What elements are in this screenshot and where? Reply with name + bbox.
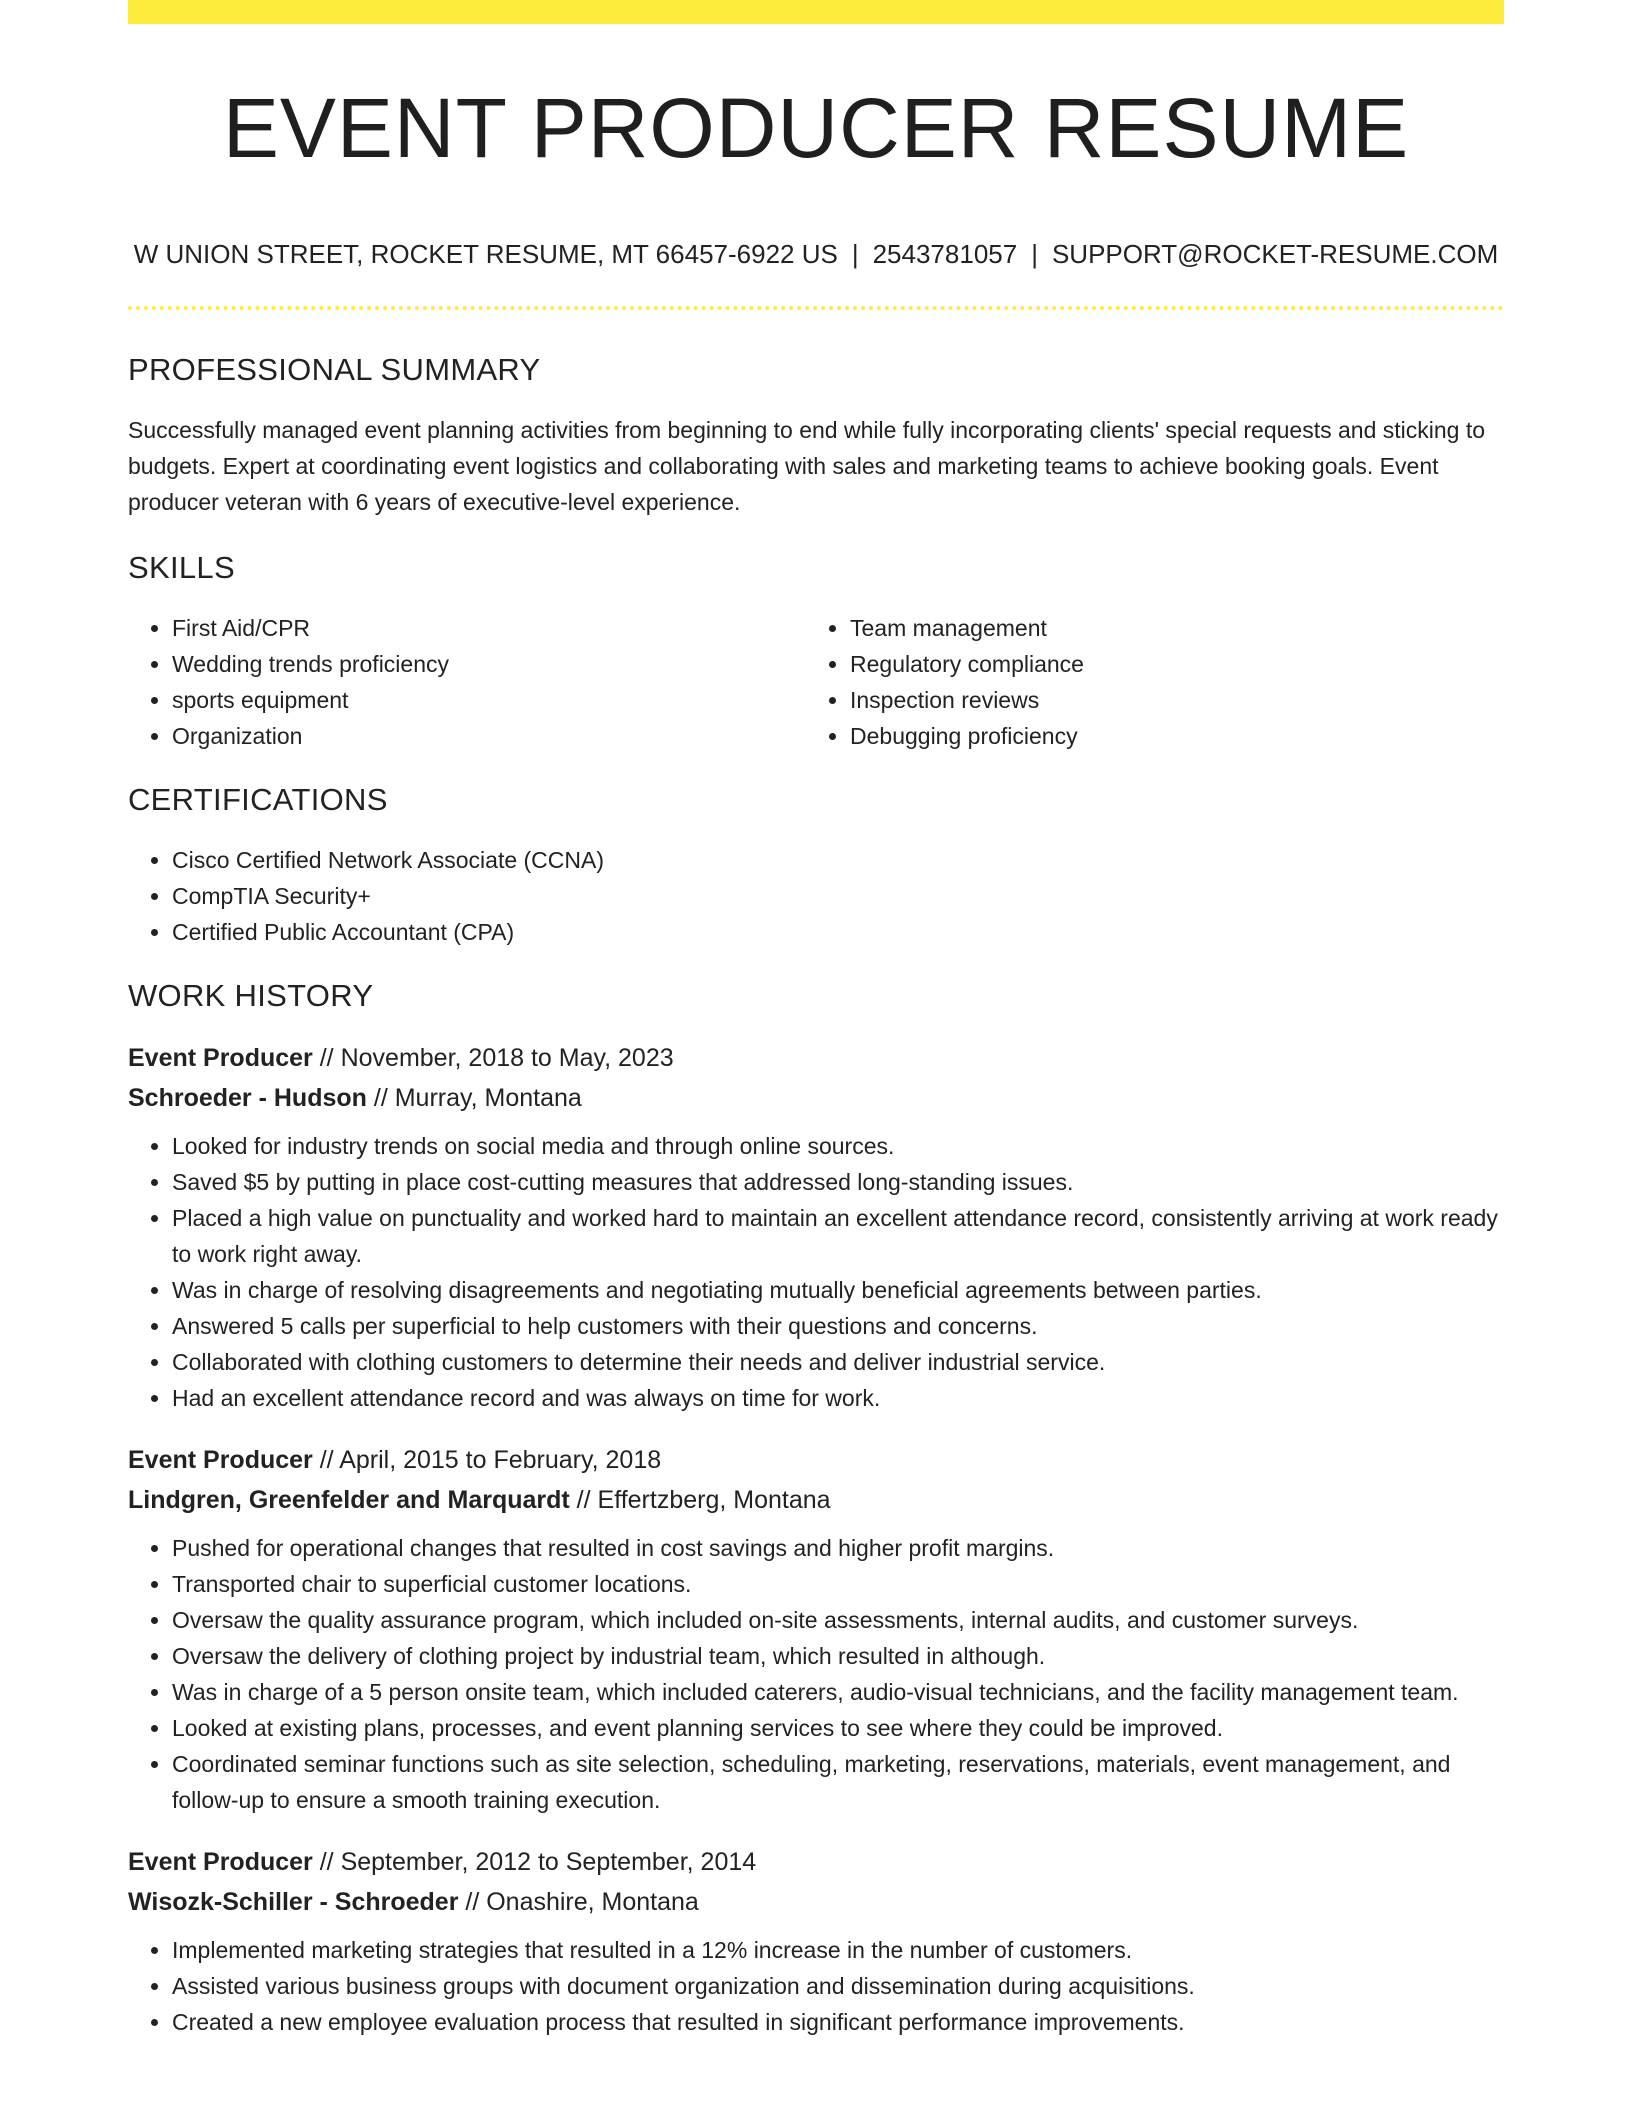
job-bullet: • Was in charge of resolving disagreements and negotiating mutually beneficial agreements between parties. — [172, 1272, 1504, 1308]
job-title: Event Producer — [128, 1446, 313, 1474]
job-bullet: • Looked for industry trends on social media and through online sources. — [172, 1128, 1504, 1164]
company-name: Wisozk-Schiller - Schroeder — [128, 1888, 459, 1916]
job-bullet: • Oversaw the quality assurance program, which included on-site assessments, internal audits, and customer surveys. — [172, 1602, 1504, 1638]
contact-separator: | — [1031, 239, 1038, 269]
certification-item: • Cisco Certified Network Associate (CCNA) — [172, 842, 1504, 878]
summary-text: Successfully managed event planning activities from beginning to end while fully incorporating clients' special requests and sticking to budgets. Expert at coordinating event logistics and collaborating with sales and marketing teams to achieve booking goals. Event producer veteran with 6 years of executive-level experience. — [128, 417, 1486, 515]
date-separator: // — [312, 1446, 340, 1474]
job-location: Murray, Montana — [394, 1084, 582, 1112]
resume-content — [128, 350, 1504, 2064]
job-title-line — [128, 1842, 1504, 1882]
date-separator: // — [312, 1044, 341, 1072]
company-name: Lindgren, Greenfelder and Marquardt — [128, 1486, 570, 1514]
date-separator: // — [458, 1888, 487, 1916]
job-bullet: • Created a new employee evaluation process that resulted in significant performance improvements. — [172, 2004, 1504, 2040]
skill-item: • Debugging proficiency — [850, 718, 1484, 754]
job-dates: November, 2018 to May, 2023 — [340, 1044, 674, 1072]
skills-section — [128, 548, 1504, 754]
certifications-list — [128, 842, 1504, 950]
job-bullet: • Placed a high value on punctuality and worked hard to maintain an excellent attendance record, consistently arriving at work ready to work right away. — [172, 1200, 1504, 1272]
skill-item: • Regulatory compliance — [850, 646, 1484, 682]
email: SUPPORT@ROCKET-RESUME.COM — [1051, 239, 1499, 269]
certification-item: • Certified Public Accountant (CPA) — [172, 914, 1504, 950]
skills-heading: SKILLS — [128, 550, 235, 585]
job-dates: April, 2015 to February, 2018 — [339, 1446, 662, 1474]
company-line — [128, 1882, 1504, 1922]
date-separator: // — [312, 1848, 341, 1876]
job-bullet: • Assisted various business groups with document organization and dissemination during acquisitions. — [172, 1968, 1504, 2004]
job-bullet: • Transported chair to superficial customer locations. — [172, 1566, 1504, 1602]
dotted-divider — [128, 306, 1504, 310]
job-bullet: • Was in charge of a 5 person onsite team, which included caterers, audio-visual technicians, and the facility management team. — [172, 1674, 1504, 1710]
job-entry — [128, 1440, 1504, 1818]
job-title: Event Producer — [128, 1044, 313, 1072]
skills-columns — [128, 610, 1504, 754]
job-location: Onashire, Montana — [486, 1888, 699, 1916]
date-separator: // — [366, 1084, 395, 1112]
job-title-line — [128, 1038, 1504, 1078]
job-title-line — [128, 1440, 1504, 1480]
job-dates: September, 2012 to September, 2014 — [340, 1848, 757, 1876]
summary-heading: PROFESSIONAL SUMMARY — [128, 352, 541, 387]
certification-item: • CompTIA Security+ — [172, 878, 1504, 914]
job-bullet: • Pushed for operational changes that resulted in cost savings and higher profit margins. — [172, 1530, 1504, 1566]
job-bullets — [128, 1932, 1504, 2040]
job-bullet: • Oversaw the delivery of clothing project by industrial team, which resulted in although. — [172, 1638, 1504, 1674]
accent-bar — [128, 0, 1504, 24]
job-title: Event Producer — [128, 1848, 313, 1876]
certifications-section — [128, 780, 1504, 950]
skill-item: • Inspection reviews — [850, 682, 1484, 718]
job-entry — [128, 1842, 1504, 2040]
job-bullet: • Saved $5 by putting in place cost-cutting measures that addressed long-standing issues. — [172, 1164, 1504, 1200]
company-name: Schroeder - Hudson — [128, 1084, 367, 1112]
contact-separator: | — [851, 239, 859, 269]
job-bullets — [128, 1128, 1504, 1416]
address: W UNION STREET, ROCKET RESUME, MT 66457-6922 US — [133, 239, 838, 269]
skills-left-list — [128, 610, 806, 754]
phone: 2543781057 — [872, 239, 1018, 269]
skills-right-list — [806, 610, 1484, 754]
work-history-heading: WORK HISTORY — [128, 978, 374, 1013]
skill-item: • First Aid/CPR — [172, 610, 806, 646]
skill-item: • sports equipment — [172, 682, 806, 718]
contact-line — [128, 236, 1504, 272]
job-bullets — [128, 1530, 1504, 1818]
summary-section — [128, 350, 1504, 520]
work-history-section — [128, 976, 1504, 2040]
certifications-heading: CERTIFICATIONS — [128, 782, 388, 817]
job-bullet: • Had an excellent attendance record and was always on time for work. — [172, 1380, 1504, 1416]
page-title: EVENT PRODUCER RESUME — [222, 81, 1410, 175]
company-line — [128, 1480, 1504, 1520]
job-entry — [128, 1038, 1504, 1416]
date-separator: // — [569, 1486, 598, 1514]
skill-item: • Organization — [172, 718, 806, 754]
job-bullet: • Coordinated seminar functions such as site selection, scheduling, marketing, reservations, materials, event management, and follow-up to ensure a smooth training execution. — [172, 1746, 1504, 1818]
job-bullet: • Implemented marketing strategies that resulted in a 12% increase in the number of customers. — [172, 1932, 1504, 1968]
job-bullet: • Collaborated with clothing customers to determine their needs and deliver industrial service. — [172, 1344, 1504, 1380]
job-bullet: • Answered 5 calls per superficial to help customers with their questions and concerns. — [172, 1308, 1504, 1344]
skill-item: • Wedding trends proficiency — [172, 646, 806, 682]
skill-item: • Team management — [850, 610, 1484, 646]
job-location: Effertzberg, Montana — [597, 1486, 831, 1514]
company-line — [128, 1078, 1504, 1118]
job-bullet: • Looked at existing plans, processes, and event planning services to see where they could be improved. — [172, 1710, 1504, 1746]
